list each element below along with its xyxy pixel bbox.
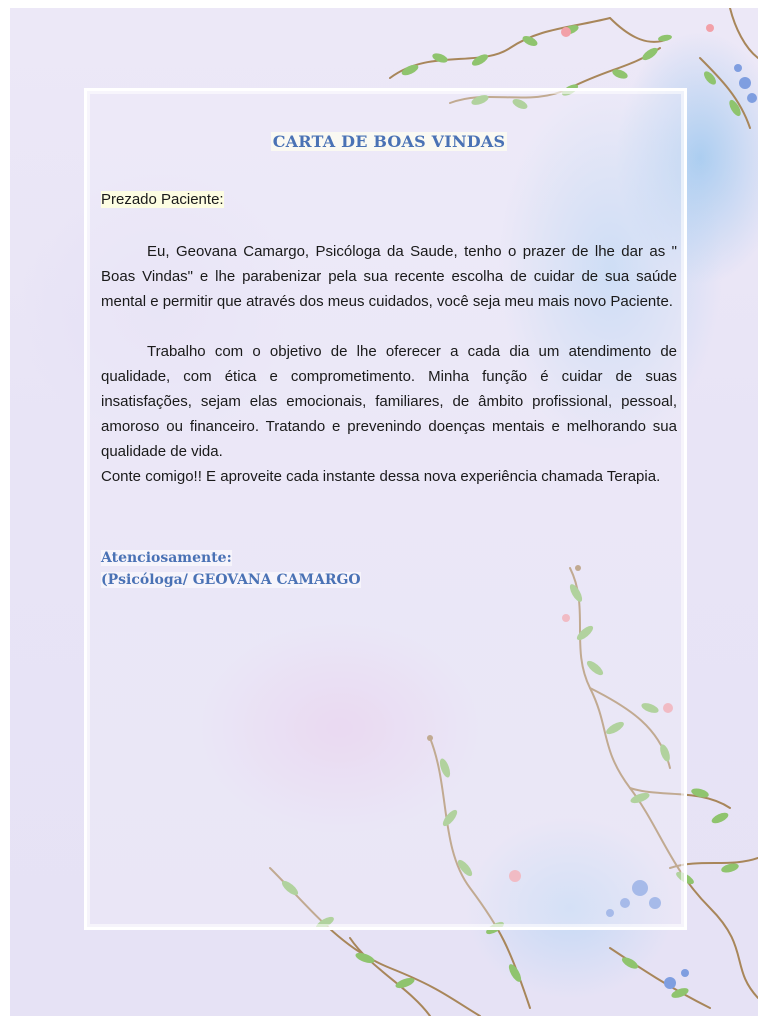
- letter-paragraph-3: Conte comigo!! E aproveite cada instante dessa nova experiência chamada Terapia.: [101, 468, 661, 485]
- letter-page: [10, 8, 758, 1016]
- letter-title-text: CARTA DE BOAS VINDAS: [272, 132, 506, 151]
- closing-line: [101, 547, 677, 569]
- letter-paragraph-1: Eu, Geovana Camargo, Psicóloga da Saude, tenho o prazer de lhe dar as " Boas Vindas" e lhe parabenizar pela sua recente escolha de cuidar de sua saúde mental e permitir que através dos meus cuidados, você seja meu mais novo Paciente.: [101, 243, 677, 310]
- letter-salutation: [101, 191, 677, 208]
- letter-closing: [101, 547, 677, 591]
- letter-paragraph-2: Trabalho com o objetivo de lhe oferecer a cada dia um atendimento de qualidade, com ética e comprometimento. Minha função é cuidar de suas insatisfações, sejam elas emocionais, familiares, de âmbito profissional, pessoal, amoroso ou financeiro. Tratando e prevenindo doenças mentais e melhorando sua qualidade de vida.: [101, 343, 677, 460]
- letter-title: [101, 132, 677, 151]
- salutation-text: Prezado Paciente:: [101, 191, 224, 208]
- signature-line: [101, 569, 677, 591]
- closing-text: Atenciosamente:: [101, 550, 232, 566]
- signature-text: (Psicóloga/ GEOVANA CAMARGO: [101, 572, 361, 588]
- letter-content: [101, 132, 677, 591]
